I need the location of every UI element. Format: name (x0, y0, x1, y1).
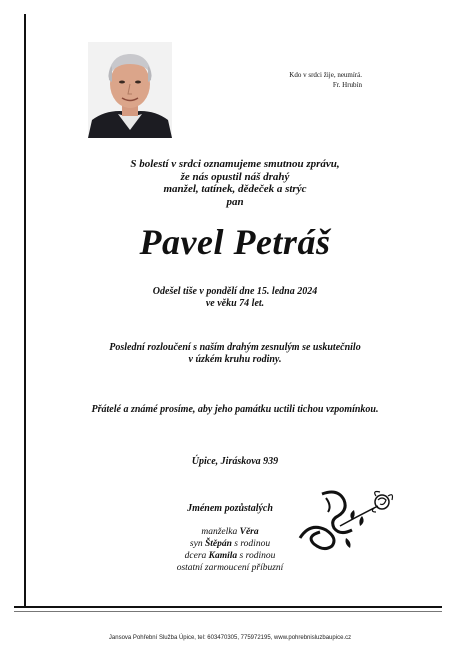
announcement-intro (30, 158, 440, 208)
portrait-photo (88, 42, 172, 138)
quote-author: Fr. Hrubín (332, 81, 362, 89)
signature-line: syn Štěpán s rodinou (189, 539, 271, 549)
death-date-line: Odešel tiše v pondělí dne 15. ledna 2024 (152, 286, 318, 297)
bottom-border-thin-line (14, 611, 442, 612)
address: Úpice, Jiráskova 939 (191, 456, 279, 467)
signature-line: manželka Věra (201, 527, 259, 537)
left-border-line (24, 14, 26, 608)
bottom-border-line (14, 606, 442, 608)
farewell-notice (30, 342, 440, 365)
intro-line: že nás opustil náš drahý (180, 170, 290, 183)
deceased-name: Pavel Petráš (139, 222, 331, 262)
intro-line: manžel, tatínek, dědeček a strýc (163, 183, 307, 195)
funeral-service-footer: Jansova Pohřební Služba Úpice, tel: 603470305, 775972195, www.pohrebnisluzbaupice.cz (108, 635, 352, 641)
death-date (30, 286, 440, 309)
signature-title: Jménem pozůstalých (187, 503, 273, 514)
thanks-request: Přátelé a známé prosíme, aby jeho památku uctili tichou vzpomínkou. (91, 404, 379, 415)
quote-text: Kdo v srdci žije, neumírá. (289, 71, 362, 79)
farewell-line: v úzkém kruhu rodiny. (188, 353, 282, 365)
quote (289, 70, 362, 90)
age-line: ve věku 74 let. (205, 297, 265, 309)
farewell-line: Poslední rozloučení s naším drahým zesnulým se uskutečnilo (109, 342, 361, 353)
signature-line: ostatní zarmoucení příbuzní (176, 563, 284, 573)
rose-ornament-icon (292, 486, 402, 552)
intro-line: S bolestí v srdci oznamujeme smutnou zprávu, (130, 158, 340, 170)
signature-line: dcera Kamila s rodinou (184, 551, 276, 561)
intro-line: pan (226, 195, 244, 208)
